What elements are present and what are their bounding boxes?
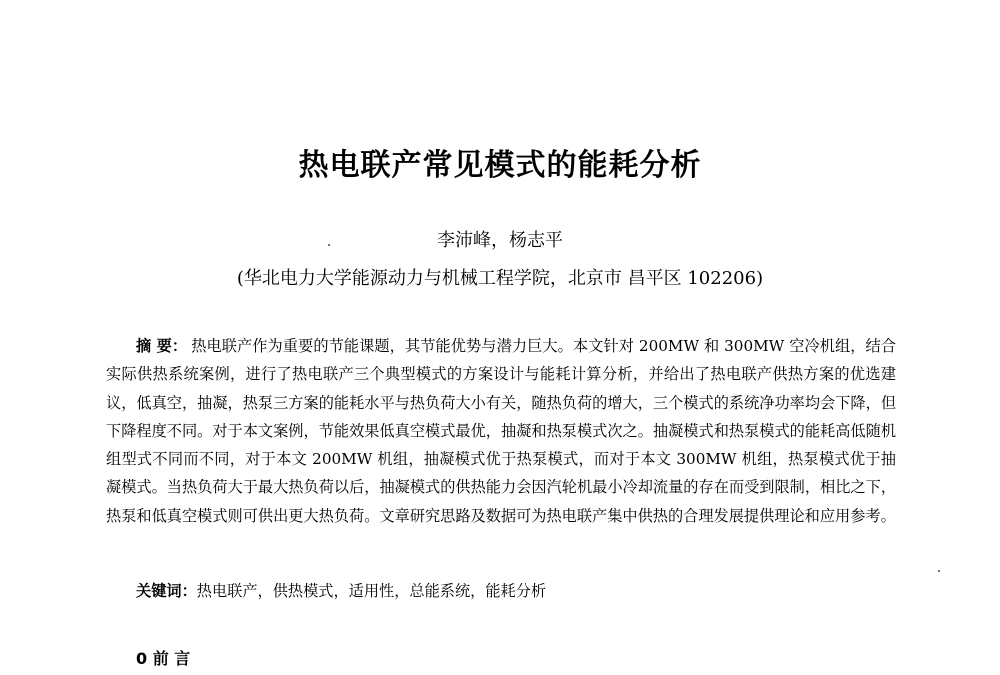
paper-authors: 李沛峰，杨志平 [437,230,563,251]
abstract-label: 摘 要： [136,337,188,355]
paper-affiliation: (华北电力大学能源动力与机械工程学院，北京市 昌平区 102206) [236,268,764,289]
keywords-line [136,580,896,601]
scan-speck [328,244,330,246]
abstract-text: 热电联产作为重要的节能课题，其节能优势与潜力巨大。本文针对 200MW 和 300MW 空冷机组，结合实际供热系统案例，进行了热电联产三个典型模式的方案设计与能耗计算分析，并给出了热电联产供热方案的优选建议，低真空，抽凝，热泵三方案的能耗水平与热负荷大小有关，随热负荷的增大，三个模式的系统净功率均会下降，但下降程度不同。对于本文案例，节能效果低真空模式最优，抽凝和热泵模式次之。抽凝模式和热泵模式的能耗高低随机组型式不同而不同，对于本文 200MW 机组，抽凝模式优于热泵模式，而对于本文 300MW 机组，热泵模式优于抽凝模式。当热负荷大于最大热负荷以后，抽凝模式的供热能力会因汽轮机最小冷却流量的存在而受到限制，相比之下，热泵和低真空模式则可供出更大热负荷。文章研究思路及数据可为热电联产集中供热的合理发展提供理论和应用参考。 [106,337,897,525]
keywords-label: 关键词： [136,582,197,600]
paper-title: 热电联产常见模式的能耗分析 [298,148,702,183]
section-heading-introduction: 0 前 言 [136,649,191,668]
keywords-text: 热电联产，供热模式，适用性，总能系统，能耗分析 [196,582,547,600]
abstract-paragraph [106,332,896,530]
scan-speck [938,570,940,572]
